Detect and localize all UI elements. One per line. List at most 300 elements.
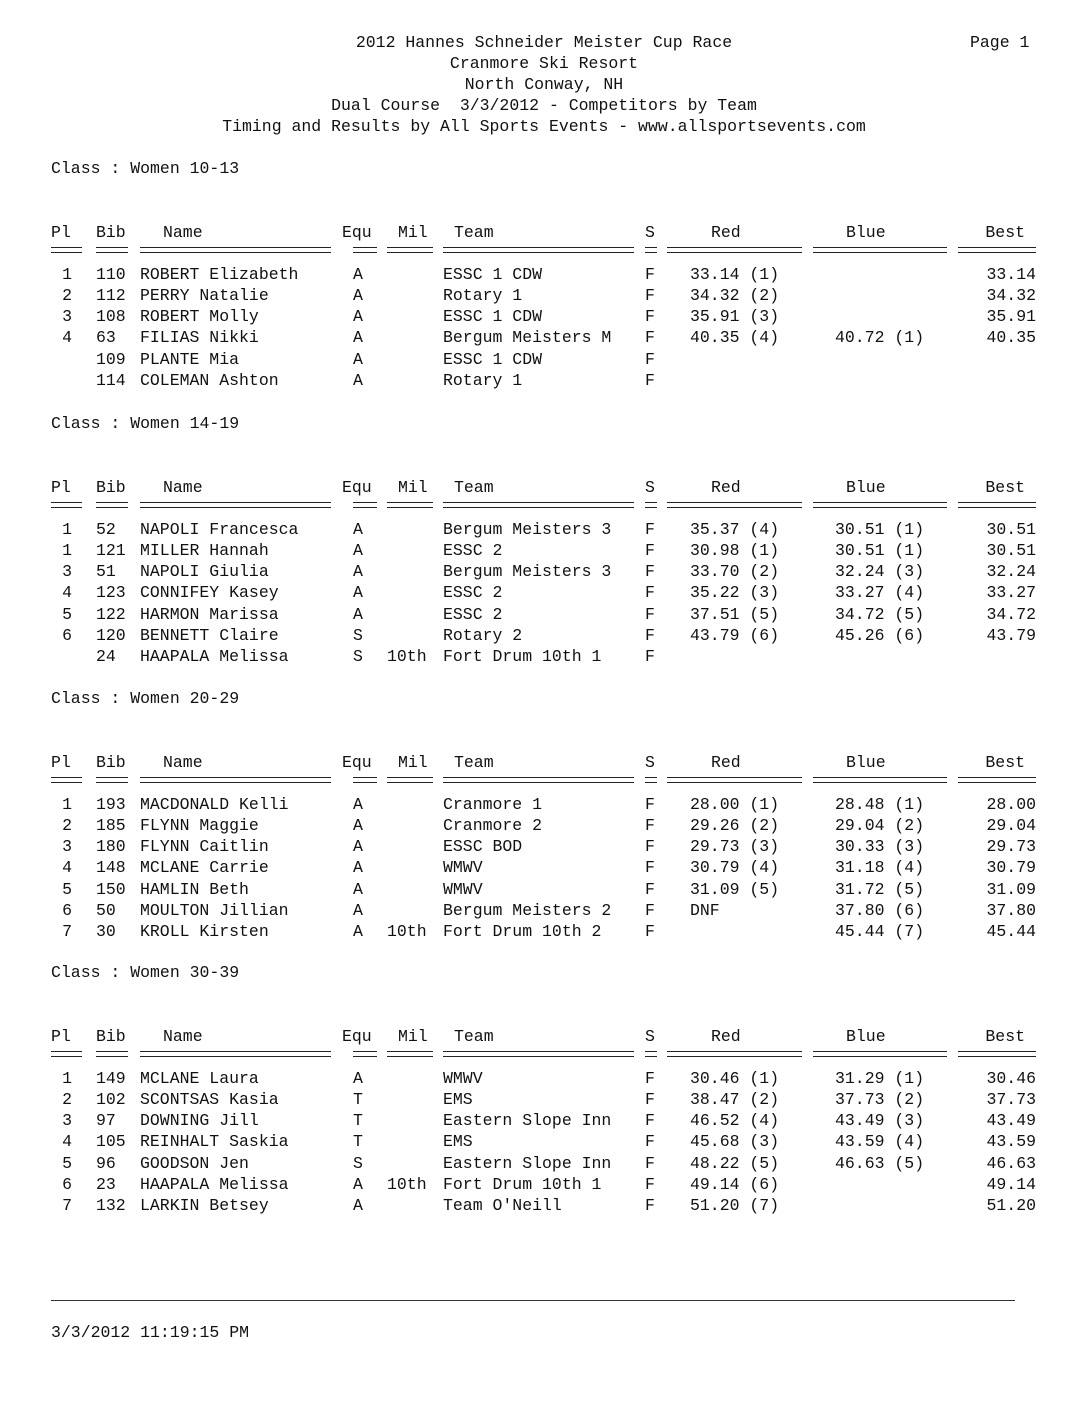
cell-blue: 32.24 (3): [835, 562, 925, 582]
header-underline: [813, 502, 947, 508]
cell-s: F: [645, 1132, 655, 1152]
column-header-row: [0, 477, 1088, 498]
cell-team: Fort Drum 10th 1: [443, 646, 602, 666]
header-underline: [353, 777, 377, 783]
header-underline: [51, 1051, 82, 1057]
cell-s: F: [645, 1090, 655, 1110]
cell-best: 51.20: [986, 1195, 1036, 1215]
cell-team: Fort Drum 10th 1: [443, 1174, 602, 1194]
result-row: [0, 306, 1088, 327]
result-row: [0, 264, 1088, 285]
cell-bib: 63: [96, 328, 116, 348]
cell-best: 28.00: [986, 795, 1036, 814]
cell-best: 29.04: [986, 816, 1036, 836]
cell-equ: T: [353, 1090, 363, 1110]
cell-equ: A: [353, 583, 363, 603]
column-header-equ: Equ: [342, 1027, 372, 1046]
cell-best: 29.73: [986, 837, 1036, 857]
page-number: Page 1: [970, 33, 1030, 52]
cell-s: F: [645, 562, 655, 582]
cell-name: NAPOLI Giulia: [140, 562, 269, 582]
header-underline: [353, 247, 377, 253]
cell-s: F: [645, 1111, 655, 1131]
cell-team: Bergum Meisters M: [443, 328, 612, 348]
cell-s: F: [645, 1195, 655, 1215]
resort-name: Cranmore Ski Resort: [449, 54, 639, 73]
column-header-best: Best: [985, 1027, 1025, 1046]
cell-name: FLYNN Caitlin: [140, 837, 269, 857]
cell-name: HAAPALA Melissa: [140, 1174, 289, 1194]
result-row: [0, 349, 1088, 370]
cell-bib: 30: [96, 921, 116, 941]
cell-equ: T: [353, 1111, 363, 1131]
cell-name: COLEMAN Ashton: [140, 370, 279, 390]
cell-team: ESSC BOD: [443, 837, 523, 857]
column-header-s: S: [645, 478, 655, 497]
cell-best: 43.59: [986, 1132, 1036, 1152]
cell-team: ESSC 1 CDW: [443, 265, 543, 284]
cell-team: Fort Drum 10th 2: [443, 921, 602, 941]
cell-bib: 132: [96, 1195, 126, 1215]
cell-equ: A: [353, 349, 363, 369]
column-header-red: Red: [711, 223, 741, 242]
header-underline: [387, 1051, 433, 1057]
cell-pl: 4: [62, 328, 72, 348]
cell-pl: 7: [62, 921, 72, 941]
result-row: [0, 625, 1088, 646]
cell-name: REINHALT Saskia: [140, 1132, 289, 1152]
cell-red: 33.70 (2): [690, 562, 780, 582]
cell-equ: A: [353, 541, 363, 561]
column-header-blue: Blue: [846, 753, 886, 772]
header-underline: [51, 777, 82, 783]
header-underline: [96, 502, 128, 508]
cell-best: 33.27: [986, 583, 1036, 603]
cell-equ: T: [353, 1132, 363, 1152]
cell-blue: 45.44 (7): [835, 921, 925, 941]
header-underline: [353, 502, 377, 508]
column-header-name: Name: [163, 753, 203, 772]
column-header-blue: Blue: [846, 223, 886, 242]
cell-best: 40.35: [986, 328, 1036, 348]
cell-red: DNF: [690, 900, 720, 920]
cell-equ: A: [353, 921, 363, 941]
cell-blue: 28.48 (1): [835, 795, 925, 814]
cell-team: Rotary 1: [443, 370, 523, 390]
cell-best: 37.73: [986, 1090, 1036, 1110]
cell-team: Bergum Meisters 3: [443, 562, 612, 582]
cell-red: 33.14 (1): [690, 265, 780, 284]
cell-bib: 108: [96, 307, 126, 327]
header-underline: [387, 777, 433, 783]
cell-red: 34.32 (2): [690, 286, 780, 306]
cell-name: HAAPALA Melissa: [140, 646, 289, 666]
cell-best: 46.63: [986, 1153, 1036, 1173]
column-header-blue: Blue: [846, 1027, 886, 1046]
cell-bib: 149: [96, 1069, 126, 1088]
cell-team: Team O'Neill: [443, 1195, 562, 1215]
cell-pl: 6: [62, 900, 72, 920]
result-row: [0, 921, 1088, 942]
report-subtitle: Dual Course 3/3/2012 - Competitors by Team: [331, 96, 757, 115]
header-underline: [353, 1051, 377, 1057]
cell-name: LARKIN Betsey: [140, 1195, 269, 1215]
result-row: [0, 1195, 1088, 1216]
cell-name: NAPOLI Francesca: [140, 520, 299, 539]
cell-bib: 148: [96, 858, 126, 878]
cell-blue: 30.51 (1): [835, 520, 925, 539]
cell-pl: 6: [62, 625, 72, 645]
cell-bib: 123: [96, 583, 126, 603]
cell-s: F: [645, 1174, 655, 1194]
header-underline: [958, 247, 1036, 253]
header-underline: [443, 1051, 634, 1057]
cell-best: 43.79: [986, 625, 1036, 645]
cell-blue: 43.59 (4): [835, 1132, 925, 1152]
cell-red: 40.35 (4): [690, 328, 780, 348]
cell-blue: 37.73 (2): [835, 1090, 925, 1110]
column-header-equ: Equ: [342, 223, 372, 242]
cell-equ: A: [353, 562, 363, 582]
cell-best: 35.91: [986, 307, 1036, 327]
cell-s: F: [645, 795, 655, 814]
column-header-s: S: [645, 753, 655, 772]
cell-s: F: [645, 541, 655, 561]
column-header-row: [0, 222, 1088, 243]
cell-red: 35.91 (3): [690, 307, 780, 327]
cell-name: GOODSON Jen: [140, 1153, 249, 1173]
cell-s: F: [645, 328, 655, 348]
cell-name: MCLANE Carrie: [140, 858, 269, 878]
cell-pl: 4: [62, 583, 72, 603]
cell-team: WMWV: [443, 879, 483, 899]
result-row: [0, 1153, 1088, 1174]
header-underline: [958, 1051, 1036, 1057]
cell-red: 38.47 (2): [690, 1090, 780, 1110]
cell-pl: 6: [62, 1174, 72, 1194]
result-row: [0, 519, 1088, 540]
column-header-mil: Mil: [398, 478, 428, 497]
cell-mil: 10th: [387, 1174, 427, 1194]
cell-bib: 97: [96, 1111, 116, 1131]
result-row: [0, 879, 1088, 900]
cell-equ: A: [353, 1195, 363, 1215]
result-row: [0, 1089, 1088, 1110]
cell-name: ROBERT Elizabeth: [140, 265, 299, 284]
cell-best: 30.51: [986, 520, 1036, 539]
cell-team: Eastern Slope Inn: [443, 1153, 612, 1173]
result-row: [0, 327, 1088, 348]
header-underline: [667, 247, 802, 253]
cell-red: 43.79 (6): [690, 625, 780, 645]
cell-pl: 4: [62, 1132, 72, 1152]
result-row: [0, 540, 1088, 561]
column-header-equ: Equ: [342, 753, 372, 772]
column-header-red: Red: [711, 478, 741, 497]
cell-red: 48.22 (5): [690, 1153, 780, 1173]
cell-pl: 5: [62, 604, 72, 624]
cell-pl: 1: [62, 795, 72, 814]
class-heading: Class : Women 14-19: [51, 414, 240, 433]
cell-bib: 150: [96, 879, 126, 899]
header-underline: [140, 1051, 331, 1057]
cell-team: ESSC 2: [443, 583, 503, 603]
cell-name: BENNETT Claire: [140, 625, 279, 645]
header-underline: [51, 247, 82, 253]
cell-equ: A: [353, 858, 363, 878]
cell-bib: 96: [96, 1153, 116, 1173]
cell-name: ROBERT Molly: [140, 307, 259, 327]
cell-equ: A: [353, 879, 363, 899]
cell-red: 29.73 (3): [690, 837, 780, 857]
result-row: [0, 1110, 1088, 1131]
header-underline: [667, 1051, 802, 1057]
cell-pl: 1: [62, 520, 72, 539]
cell-equ: A: [353, 795, 363, 814]
cell-equ: S: [353, 1153, 363, 1173]
cell-best: 45.44: [986, 921, 1036, 941]
cell-red: 29.26 (2): [690, 816, 780, 836]
cell-team: ESSC 2: [443, 541, 503, 561]
cell-blue: 37.80 (6): [835, 900, 925, 920]
column-header-pl: Pl: [51, 478, 71, 497]
cell-bib: 193: [96, 795, 126, 814]
header-underline: [387, 247, 433, 253]
result-row: [0, 836, 1088, 857]
cell-s: F: [645, 520, 655, 539]
cell-blue: 30.51 (1): [835, 541, 925, 561]
cell-s: F: [645, 837, 655, 857]
column-header-name: Name: [163, 1027, 203, 1046]
column-header-name: Name: [163, 223, 203, 242]
cell-bib: 110: [96, 265, 126, 284]
cell-name: MCLANE Laura: [140, 1069, 259, 1088]
cell-pl: 3: [62, 562, 72, 582]
cell-team: Bergum Meisters 3: [443, 520, 612, 539]
header-underline: [667, 502, 802, 508]
header-underline: [51, 502, 82, 508]
cell-blue: 45.26 (6): [835, 625, 925, 645]
cell-pl: 1: [62, 265, 72, 284]
header-underline: [813, 777, 947, 783]
cell-equ: A: [353, 370, 363, 390]
cell-blue: 29.04 (2): [835, 816, 925, 836]
cell-team: EMS: [443, 1090, 473, 1110]
cell-red: 30.46 (1): [690, 1069, 780, 1088]
cell-pl: 1: [62, 541, 72, 561]
result-row: [0, 1131, 1088, 1152]
header-underline: [96, 247, 128, 253]
cell-equ: A: [353, 1069, 363, 1088]
cell-pl: 3: [62, 837, 72, 857]
header-underline: [813, 1051, 947, 1057]
cell-s: F: [645, 583, 655, 603]
report-title: 2012 Hannes Schneider Meister Cup Race: [355, 33, 733, 52]
cell-equ: A: [353, 900, 363, 920]
header-underline: [443, 777, 634, 783]
result-row: [0, 285, 1088, 306]
cell-bib: 180: [96, 837, 126, 857]
cell-blue: 31.29 (1): [835, 1069, 925, 1088]
cell-blue: 40.72 (1): [835, 328, 925, 348]
column-header-pl: Pl: [51, 1027, 71, 1046]
cell-best: 31.09: [986, 879, 1036, 899]
cell-equ: A: [353, 265, 363, 284]
cell-equ: A: [353, 328, 363, 348]
cell-team: ESSC 1 CDW: [443, 307, 543, 327]
cell-best: 34.32: [986, 286, 1036, 306]
header-underline: [958, 777, 1036, 783]
cell-equ: A: [353, 286, 363, 306]
cell-best: 37.80: [986, 900, 1036, 920]
cell-name: PLANTE Mia: [140, 349, 240, 369]
class-heading: Class : Women 10-13: [51, 159, 240, 178]
cell-bib: 122: [96, 604, 126, 624]
cell-s: F: [645, 370, 655, 390]
cell-red: 46.52 (4): [690, 1111, 780, 1131]
cell-bib: 102: [96, 1090, 126, 1110]
cell-pl: 3: [62, 1111, 72, 1131]
header-underline: [645, 777, 657, 783]
cell-red: 31.09 (5): [690, 879, 780, 899]
cell-team: Cranmore 2: [443, 816, 543, 836]
cell-bib: 105: [96, 1132, 126, 1152]
cell-s: F: [645, 307, 655, 327]
cell-s: F: [645, 349, 655, 369]
cell-mil: 10th: [387, 921, 427, 941]
cell-red: 28.00 (1): [690, 795, 780, 814]
cell-pl: 5: [62, 879, 72, 899]
cell-name: FILIAS Nikki: [140, 328, 259, 348]
cell-bib: 51: [96, 562, 116, 582]
result-row: [0, 794, 1088, 815]
column-header-best: Best: [985, 223, 1025, 242]
cell-name: DOWNING Jill: [140, 1111, 259, 1131]
cell-team: Eastern Slope Inn: [443, 1111, 612, 1131]
cell-equ: A: [353, 307, 363, 327]
column-header-mil: Mil: [398, 223, 428, 242]
column-header-team: Team: [454, 753, 494, 772]
cell-best: 30.51: [986, 541, 1036, 561]
cell-equ: A: [353, 520, 363, 539]
column-header-team: Team: [454, 223, 494, 242]
cell-team: ESSC 2: [443, 604, 503, 624]
class-heading: Class : Women 20-29: [51, 689, 240, 708]
cell-team: Bergum Meisters 2: [443, 900, 612, 920]
cell-equ: S: [353, 646, 363, 666]
result-row: [0, 900, 1088, 921]
cell-blue: 34.72 (5): [835, 604, 925, 624]
cell-bib: 185: [96, 816, 126, 836]
column-header-team: Team: [454, 478, 494, 497]
column-header-red: Red: [711, 1027, 741, 1046]
cell-pl: 2: [62, 816, 72, 836]
cell-s: F: [645, 879, 655, 899]
cell-equ: A: [353, 604, 363, 624]
cell-blue: 31.18 (4): [835, 858, 925, 878]
cell-pl: 7: [62, 1195, 72, 1215]
cell-red: 49.14 (6): [690, 1174, 780, 1194]
cell-bib: 120: [96, 625, 126, 645]
cell-pl: 3: [62, 307, 72, 327]
result-row: [0, 646, 1088, 667]
result-row: [0, 370, 1088, 391]
cell-s: F: [645, 1153, 655, 1173]
column-header-name: Name: [163, 478, 203, 497]
cell-s: F: [645, 604, 655, 624]
column-header-s: S: [645, 223, 655, 242]
cell-blue: 43.49 (3): [835, 1111, 925, 1131]
cell-s: F: [645, 265, 655, 284]
result-row: [0, 1174, 1088, 1195]
result-row: [0, 561, 1088, 582]
cell-red: 37.51 (5): [690, 604, 780, 624]
column-header-bib: Bib: [96, 223, 126, 242]
cell-pl: 5: [62, 1153, 72, 1173]
result-row: [0, 604, 1088, 625]
header-underline: [667, 777, 802, 783]
cell-name: KROLL Kirsten: [140, 921, 269, 941]
footer-divider: [51, 1300, 1015, 1301]
column-header-mil: Mil: [398, 753, 428, 772]
cell-best: 32.24: [986, 562, 1036, 582]
cell-red: 30.79 (4): [690, 858, 780, 878]
cell-bib: 114: [96, 370, 126, 390]
cell-best: 33.14: [986, 265, 1036, 284]
column-header-equ: Equ: [342, 478, 372, 497]
cell-red: 35.37 (4): [690, 520, 780, 539]
column-header-row: [0, 752, 1088, 773]
cell-equ: S: [353, 625, 363, 645]
cell-team: Cranmore 1: [443, 795, 543, 814]
cell-bib: 112: [96, 286, 126, 306]
cell-blue: 33.27 (4): [835, 583, 925, 603]
header-underline: [645, 502, 657, 508]
column-header-bib: Bib: [96, 753, 126, 772]
header-underline: [140, 502, 331, 508]
cell-blue: 31.72 (5): [835, 879, 925, 899]
cell-best: 43.49: [986, 1111, 1036, 1131]
cell-s: F: [645, 625, 655, 645]
column-header-red: Red: [711, 753, 741, 772]
cell-name: FLYNN Maggie: [140, 816, 259, 836]
cell-bib: 121: [96, 541, 126, 561]
result-row: [0, 857, 1088, 878]
column-header-s: S: [645, 1027, 655, 1046]
cell-name: CONNIFEY Kasey: [140, 583, 279, 603]
header-underline: [140, 247, 331, 253]
cell-red: 51.20 (7): [690, 1195, 780, 1215]
cell-s: F: [645, 900, 655, 920]
cell-team: ESSC 1 CDW: [443, 349, 543, 369]
header-underline: [645, 1051, 657, 1057]
cell-name: SCONTSAS Kasia: [140, 1090, 279, 1110]
header-underline: [645, 247, 657, 253]
cell-team: Rotary 1: [443, 286, 523, 306]
cell-bib: 109: [96, 349, 126, 369]
timing-credit: Timing and Results by All Sports Events - www.allsportsevents.com: [222, 117, 866, 136]
column-header-bib: Bib: [96, 478, 126, 497]
cell-s: F: [645, 858, 655, 878]
cell-pl: 2: [62, 286, 72, 306]
cell-name: MOULTON Jillian: [140, 900, 289, 920]
cell-red: 35.22 (3): [690, 583, 780, 603]
header-underline: [140, 777, 331, 783]
header-underline: [387, 502, 433, 508]
cell-team: WMWV: [443, 1069, 483, 1088]
cell-pl: 4: [62, 858, 72, 878]
result-row: [0, 815, 1088, 836]
